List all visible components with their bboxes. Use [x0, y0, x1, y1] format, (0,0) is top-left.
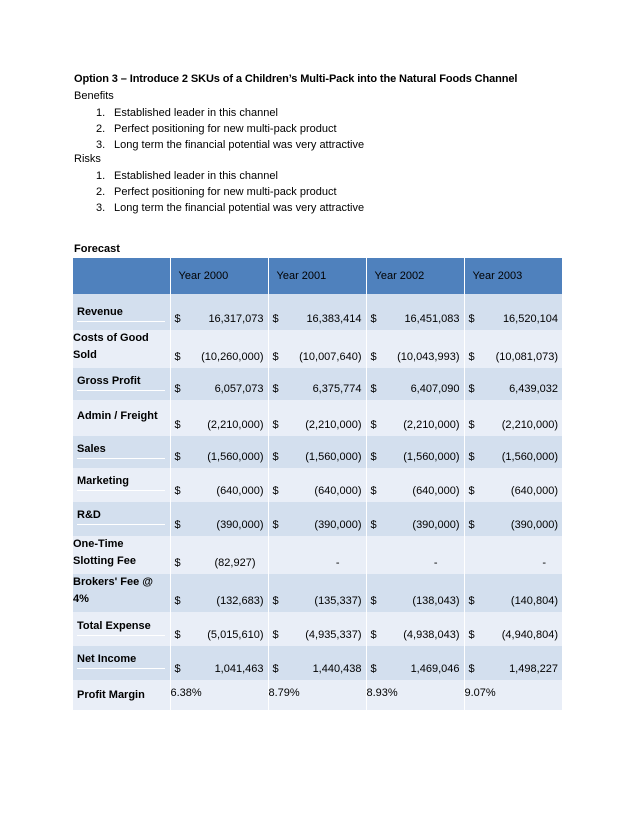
table-row [73, 368, 562, 400]
row-label-cell [73, 294, 170, 330]
row-label-cell [73, 680, 170, 710]
list-item: 2. Perfect positioning for new multi-pack product [96, 123, 337, 135]
value-cell: $ 1,498,227 [468, 663, 558, 675]
value-cell: - [542, 557, 546, 569]
risks-list [96, 168, 364, 216]
value-cell: $ 6,375,774 [272, 383, 362, 395]
forecast-label: Forecast [74, 243, 120, 255]
value-cell: $ (10,081,073) [468, 351, 558, 363]
row-label: Total Expense [77, 618, 165, 636]
row-label-cell [73, 436, 170, 468]
row-label: Net Income [77, 651, 165, 669]
row-label-cell [73, 612, 170, 646]
value-cell: $ (2,210,000) [468, 419, 558, 431]
table-row [73, 400, 562, 436]
row-label: Costs of Good Sold [73, 332, 149, 361]
column-header: Year 2001 [268, 258, 366, 294]
row-label: Marketing [77, 473, 165, 491]
value-cell: $ (10,043,993) [370, 351, 460, 363]
value-cell: $ (390,000) [174, 519, 264, 531]
row-label: Sales [77, 441, 165, 459]
list-item: 1. Established leader in this channel [96, 170, 278, 182]
value-cell: $ 16,451,083 [370, 313, 460, 325]
table-header-row [73, 258, 562, 294]
table-row [73, 502, 562, 536]
value-cell: $ (132,683) [174, 595, 264, 607]
row-label: Brokers' Fee @ 4% [73, 576, 153, 605]
value-cell: $ 6,439,032 [468, 383, 558, 395]
value-cell: $ (135,337) [272, 595, 362, 607]
value-cell: $ (10,260,000) [174, 351, 264, 363]
row-label-cell [73, 400, 170, 436]
value-cell: $ (1,560,000) [174, 451, 264, 463]
value-cell: $ 6,407,090 [370, 383, 460, 395]
table-row [73, 612, 562, 646]
row-label-cell [73, 468, 170, 502]
value-cell: - [433, 557, 438, 569]
value-cell: $ 16,317,073 [174, 313, 264, 325]
value-cell: 9.07% [464, 686, 496, 699]
row-label: Profit Margin [77, 689, 145, 701]
value-cell: $ 1,440,438 [272, 663, 362, 675]
value-cell: $ (1,560,000) [468, 451, 558, 463]
value-cell: $ (390,000) [468, 519, 558, 531]
value-cell: $ (640,000) [370, 485, 460, 497]
row-label: Gross Profit [77, 373, 165, 391]
row-label: One-Time Slotting Fee [73, 538, 136, 567]
table-row [73, 294, 562, 330]
value-cell: $ (2,210,000) [174, 419, 264, 431]
list-item: 1. Established leader in this channel [96, 107, 278, 119]
row-label-cell [73, 330, 170, 368]
list-item: 3. Long term the financial potential was very attractive [96, 202, 365, 214]
benefits-list [96, 105, 364, 153]
value-cell: $ (2,210,000) [272, 419, 362, 431]
header-corner [73, 258, 170, 294]
table-row [73, 680, 562, 710]
value-cell: $ (390,000) [370, 519, 460, 531]
value-cell: $ (4,938,043) [370, 629, 460, 641]
forecast-table [73, 258, 562, 710]
value-cell: 6.38% [170, 686, 202, 699]
column-header: Year 2002 [366, 258, 464, 294]
row-label-cell [73, 536, 170, 574]
list-item: 3. Long term the financial potential was very attractive [96, 139, 365, 151]
value-cell: $ (2,210,000) [370, 419, 460, 431]
table-row [73, 646, 562, 680]
benefits-label: Benefits [74, 90, 114, 102]
option-heading: Option 3 – Introduce 2 SKUs of a Children’s Multi-Pack into the Natural Foods Channel [74, 73, 518, 85]
risks-label: Risks [74, 153, 101, 165]
value-cell: $ 1,469,046 [370, 663, 460, 675]
table-row [73, 574, 562, 612]
table-row [73, 536, 562, 574]
row-label-cell [73, 502, 170, 536]
value-cell: $ (10,007,640) [272, 351, 362, 363]
value-cell: $ (390,000) [272, 519, 362, 531]
value-cell: $ (640,000) [174, 485, 264, 497]
row-label: Admin / Freight [77, 410, 158, 422]
value-cell: $ (640,000) [468, 485, 558, 497]
row-label-cell [73, 574, 170, 612]
table-row [73, 468, 562, 502]
value-cell: $ (1,560,000) [370, 451, 460, 463]
value-cell: $ (1,560,000) [272, 451, 362, 463]
value-cell: $ (5,015,610) [174, 629, 264, 641]
value-cell: $ (138,043) [370, 595, 460, 607]
row-label-cell [73, 646, 170, 680]
value-cell: $ (640,000) [272, 485, 362, 497]
value-cell: 8.79% [268, 686, 300, 699]
value-cell: $ 1,041,463 [174, 663, 264, 675]
value-cell: - [335, 557, 340, 569]
table-row [73, 330, 562, 368]
column-header: Year 2003 [464, 258, 562, 294]
table-row [73, 436, 562, 468]
value-cell: 8.93% [366, 686, 398, 699]
value-cell: $ 16,383,414 [272, 313, 362, 325]
value-cell: $ 16,520,104 [468, 313, 558, 325]
list-item: 2. Perfect positioning for new multi-pack product [96, 186, 337, 198]
value-cell: $ (140,804) [468, 595, 558, 607]
value-cell: $ (4,935,337) [272, 629, 362, 641]
value-cell: $ (82,927) [174, 557, 256, 569]
value-cell: $ 6,057,073 [174, 383, 264, 395]
row-label: R&D [77, 507, 165, 525]
value-cell: $ (4,940,804) [468, 629, 558, 641]
row-label-cell [73, 368, 170, 400]
row-label: Revenue [77, 304, 165, 322]
column-header: Year 2000 [170, 258, 268, 294]
